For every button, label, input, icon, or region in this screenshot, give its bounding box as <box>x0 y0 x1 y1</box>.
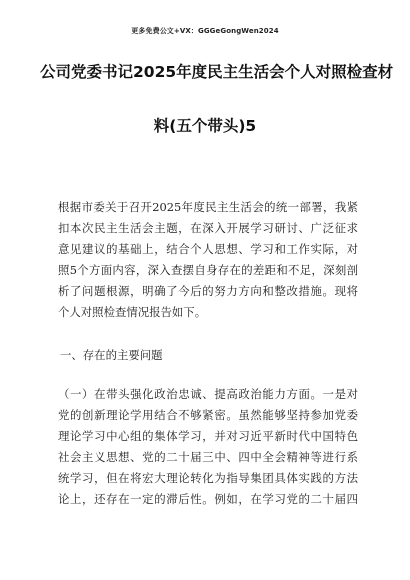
intro-line: 意见建议的基础上，结合个人思想、学习和工作实际，对 <box>58 242 358 256</box>
body-line: 论上，还存在一定的滞后性。例如，在学习党的二十届四 <box>58 492 358 506</box>
body-paragraph <box>58 384 358 510</box>
section-heading: 一、存在的主要问题 <box>60 348 163 362</box>
body-line: 党的创新理论学用结合不够紧密。虽然能够坚持参加党委 <box>58 408 358 422</box>
intro-line: 扣本次民主生活会主题，在深入开展学习研讨、广泛征求 <box>58 221 358 235</box>
document-title-line-1: 公司党委书记2025年度民主生活会个人对照检查材 <box>40 63 394 81</box>
intro-line: 根据市委关于召开2025年度民主生活会的统一部署，我紧 <box>58 200 358 214</box>
document-title-line-2: 料(五个带头)5 <box>153 117 257 135</box>
body-line: 统学习，但在将宏大理论转化为指导集团具体实践的方法 <box>58 471 358 485</box>
body-line: （一）在带头强化政治忠诚、提高政治能力方面。一是对 <box>58 387 358 401</box>
body-line: 理论学习中心组的集体学习，并对习近平新时代中国特色 <box>58 429 358 443</box>
intro-line: 个人对照检查情况报告如下。 <box>58 305 207 319</box>
intro-line: 析了问题根源，明确了今后的努力方向和整改措施。现将 <box>58 284 358 298</box>
intro-paragraph <box>58 197 358 323</box>
header-note: 更多免费公文+VX：GGGeGongWen2024 <box>131 27 279 35</box>
intro-line: 照5个方面内容，深入查摆自身存在的差距和不足，深刻剖 <box>58 263 358 277</box>
body-line: 社会主义思想、党的二十届三中、四中全会精神等进行系 <box>58 450 358 464</box>
